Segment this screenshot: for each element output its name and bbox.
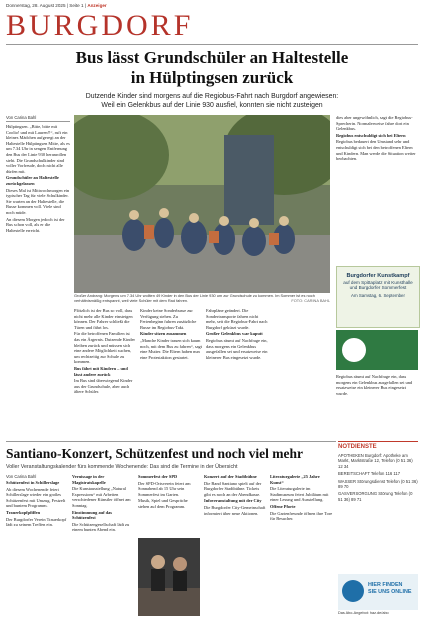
sidebar-rule	[338, 441, 418, 442]
photo-caption-text: Großer Andrang: Morgens um 7.34 Uhr wollten 49 Kinder in den Bus der Linie 930 um zur Grundschule zu kommen. Im Sommer ist es noch verhältnismäßig entspannt, weil viele Schüler mit dem Rad fahren.	[74, 293, 315, 303]
lead-right-subhead: Regiobus entschuldigt sich bei Eltern	[336, 132, 406, 138]
sidebar-title: NOTDIENSTE	[338, 444, 377, 450]
second-col5-para: Die Literaturgalerie im Stadtmuseum feiert Jubiläum mit einer Lesung und Ausstellung.	[270, 486, 329, 503]
dateline	[6, 3, 306, 8]
second-headline: Santiano-Konzert, Schützenfest und noch viel mehr	[6, 446, 303, 461]
sidebar-entry: WASSER Störungsdienst Telefon (0 51 36) 89 70	[338, 478, 418, 490]
lead-column-4	[206, 308, 268, 436]
lead-column-3	[140, 308, 202, 436]
online-icon	[342, 580, 364, 602]
second-col1-para: Der Burgdorfer Verein Trauerkopf lädt zu seinem Treffen ein.	[6, 516, 67, 528]
second-column-4	[204, 474, 266, 616]
lead-subhead-line2: Weil ein Gelenkbus auf der Linie 930 ausfiel, konnten sie nicht zusteigen	[101, 102, 323, 109]
second-col4-para: Die Burgdorfer City-Gemeinschaft informiert über neue Aktionen.	[204, 504, 266, 516]
second-col2-para: Die Kunstausstellung „Natural Expressions“ mit Arbeiten verschiedener Künstler öffnet am Sonntag.	[72, 486, 131, 508]
second-col2-para: Die Schützengesellschaft lädt zu einem bunten Abend ein.	[72, 521, 130, 533]
second-col3-para: Der SPD-Ortsverein feiert am Sonnabend ab 15 Uhr sein Sommerfest im Garten.	[138, 480, 191, 497]
lead-col1-para: An diesem Morgen jedoch ist der Bus schon voll, als er die Haltestelle erreicht.	[6, 216, 65, 233]
second-col1-subhead: Schützenfest in Schillerslage	[6, 480, 60, 485]
second-col4-subhead: Infoveranstaltung mit der City	[204, 498, 262, 504]
lead-column-5	[272, 308, 334, 436]
lead-headline	[0, 48, 424, 88]
second-column-2	[72, 474, 134, 616]
ad-subtitle: auf dem Spittaplatz mit Kunsthalle und Burgdorfer Sommerfest	[343, 280, 413, 290]
ad-logo-icon	[342, 338, 366, 362]
byline-divider	[6, 121, 70, 122]
sidebar-footer: Das Abo-Angebot: haz.de/abo	[338, 611, 389, 615]
lead-col1-para: Dieses Mal ist Mittwochmorgen ein typischer Tag für viele Schulkinder. Sie warten an der Haltestelle, die Busse kommen voll. Viele sind noch müde.	[6, 187, 70, 215]
publication-name: Anzeiger	[87, 3, 107, 8]
photo-caption	[74, 294, 330, 304]
lead-col4-para: Regiobus räumt auf Nachfrage ein, dass morgens ein Gelenkbus ausgefallen sei und ersatzweise ein kleinerer Bus eingesetzt wurde.	[206, 337, 268, 360]
event-ad	[336, 266, 420, 328]
lead-col2-para: Für die betroffenen Familien ist das ein Ärgernis. Dutzende Kinder bleiben zurück und müssen sich eine andere Möglichkeit suchen, um rechtzeitig zur Schule zu kommen.	[74, 331, 136, 365]
lead-right-para: dies aber ungewöhnlich, sagt die Regiobus-Sprecherin. Normalerweise fahre dort ein Gelenkbus.	[336, 115, 413, 132]
lead-col3-para: Kinder keine Sonderbusse zur Verfügung stehen. Zu Ferienbeginn fuhren zusätzliche Busse im Regiobus-Takt.	[140, 308, 197, 330]
ad-logo-panel	[336, 330, 418, 370]
ad-date: Am Samstag, 6. September	[351, 293, 405, 298]
second-col3-para: Musik, Spiel und Gespräche stehen auf dem Programm.	[138, 498, 188, 509]
second-subhead: Voller Veranstaltungskalender fürs kommende Wochenende: Das sind die Termine in der Übersicht	[6, 464, 238, 470]
online-cta-line2: SIE UNS ONLINE	[368, 589, 412, 595]
second-col1-subhead: Trauerkopfpfiffen	[6, 509, 41, 515]
lead-column-1	[6, 124, 70, 436]
lead-byline: Von Carina Bahl	[6, 115, 37, 120]
lead-subhead	[0, 92, 424, 110]
lead-col2-para: Im Bus sind überwiegend Kinder aus der Grundschule, aber auch ältere Schüler.	[74, 378, 133, 395]
second-col3-subhead: Sommerfest der SPD	[138, 474, 178, 479]
dateline-text: Donnerstag, 28. August 2025 | Seite 1 |	[6, 3, 87, 8]
lead-col3-subhead: Kinder sitzen zusammen	[140, 331, 187, 337]
section-title: BURGDORF	[6, 9, 194, 42]
online-cta[interactable]	[338, 574, 418, 610]
lead-column-2	[74, 308, 136, 436]
online-cta-text	[368, 582, 411, 596]
photo-credit: FOTO: CARINA BAHL	[291, 297, 330, 303]
second-col4-subhead: Konzert auf der Stadtbühne	[204, 474, 257, 479]
lead-col1-subhead: Grundschüler an Haltestelle zurückgelassen	[6, 175, 59, 186]
bus-stop-photo	[74, 115, 330, 293]
second-col5-subhead: Literaturgalerie „25 Jahre Kunst“	[270, 474, 320, 485]
band-photo	[138, 538, 200, 616]
second-col2-subhead: Einstimmung auf das Schützenfest	[72, 509, 113, 521]
lead-col3-para: „Manche Kinder trauen sich kaum noch, mit dem Bus zu fahren“, sagt eine Mutter. Die Eltern haben nun eine Protestaktion gestartet.	[140, 337, 202, 360]
second-col5-para: Die Gartenfreunde öffnen ihre Tore für Besucher.	[270, 510, 333, 522]
second-col4-para: Die Band Santiano spielt auf der Burgdorfer Stadtbühne. Tickets gibt es noch an der Abendkasse.	[204, 480, 262, 497]
lead-column-right-lower	[336, 374, 418, 436]
second-column-3	[138, 474, 200, 536]
sidebar-entry: GASVERSORGUNG Störung Telefon (0 51 36) 89 71	[338, 491, 413, 502]
sidebar-entry: APOTHEKEN Burgdorf: Apotheke am Markt, Marktstraße 12, Telefon (0 51 36) 12 34	[338, 453, 413, 469]
lead-col4-subhead: Großer Gelenkbus war kaputt	[206, 331, 263, 337]
second-photo	[138, 538, 200, 616]
lead-headline-line2: in Hülptingsen zurück	[130, 68, 294, 87]
second-col2-subhead: Vernissage in der Magistratskapelle	[72, 474, 106, 485]
lead-col1-para: Hülptingsen. „Bitte, bitte mit Coolio! und mit Lauren!!“, ruft ein kleines Mädchen aufgeregt an der Haltestelle Hülptingsen Mitte, als es um 7.34 Uhr in sengen Entfernung den Bus der Linie 930 heranrollen sieht. Die Grundschulkinder sind voller Vorfreude, doch nicht alle dürfen mit.	[6, 124, 70, 174]
lead-column-right	[336, 115, 418, 263]
second-column-5	[270, 474, 334, 616]
lead-col2-para: Plötzlich ist der Bus so voll, dass nicht mehr alle Kinder einsteigen können. Der Fahrer schließt die Türen und fährt los.	[74, 308, 133, 330]
lead-right-lower-para: Regiobus räumt auf Nachfrage ein, dass morgens ein Gelenkbus ausgefallen sei und ersatzweise ein kleinerer Bus eingesetzt wurde.	[336, 374, 413, 396]
masthead-divider	[6, 44, 418, 45]
second-col5-subhead: Offene Pforte	[270, 503, 296, 509]
lead-subhead-line1: Dutzende Kinder sind morgens auf die Regiobus-Fahrt nach Burgdorf angewiesen:	[85, 93, 339, 100]
sidebar-entry: BEREITSCHAFT Telefon 116 117	[338, 471, 401, 477]
online-cta-line1: HIER FINDEN	[368, 582, 403, 588]
second-column-1	[6, 480, 68, 616]
story-divider	[6, 441, 336, 442]
second-col1-para: Ab diesem Wochenende feiert Schillerslage wieder ein großes Schützenfest mit Umzug, Festzelt und buntem Programm.	[6, 486, 66, 509]
lead-headline-line1: Bus lässt Grundschüler an Haltestelle	[75, 48, 349, 67]
ad-title: Burgdorfer Kunstkampf	[346, 273, 410, 279]
sidebar-entries	[338, 453, 418, 571]
lead-col4-para: Fahrpläne geändert. Die Sondertransporte fahren nicht mehr, seit die Regiobus-Fahrt nach Burgdorf gekürzt wurde.	[206, 308, 268, 330]
lead-right-para: Regiobus bedauert den Umstand sehr und entschuldigt sich bei den betroffenen Eltern und Kindern. Man werde die Situation weiter beobachten.	[336, 139, 416, 162]
lead-col2-subhead: Bus fährt mit Kindern – und lässt andere zurück	[74, 365, 128, 377]
lead-photo	[74, 115, 330, 293]
second-byline: Von Carina Bahl	[6, 474, 37, 479]
